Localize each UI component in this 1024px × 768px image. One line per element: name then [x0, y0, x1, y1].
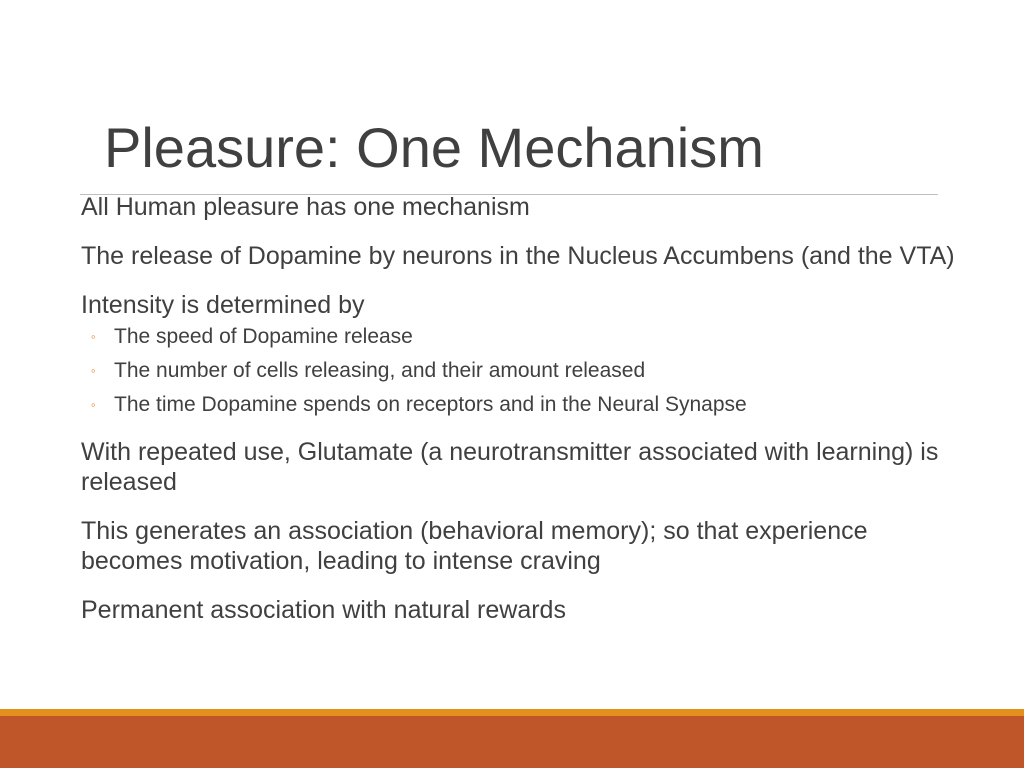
- paragraph-natural-rewards: Permanent association with natural rewards: [81, 596, 566, 624]
- circle-bullet-icon: ◦: [91, 363, 96, 378]
- paragraph-glutamate: With repeated use, Glutamate (a neurotransmitter associated with learning) is released: [81, 438, 939, 496]
- list-item: [81, 358, 961, 384]
- footer-bar: [0, 716, 1024, 768]
- intensity-factors-list: [81, 324, 961, 418]
- circle-bullet-icon: ◦: [91, 397, 96, 412]
- list-item: [81, 324, 961, 350]
- list-item-text: The time Dopamine spends on receptors and in the Neural Synapse: [114, 393, 747, 416]
- list-item-text: The speed of Dopamine release: [114, 325, 413, 348]
- slide-body: [81, 192, 961, 625]
- intensity-block: [81, 290, 961, 418]
- list-item-text: The number of cells releasing, and their amount released: [114, 359, 646, 382]
- circle-bullet-icon: ◦: [91, 329, 96, 344]
- paragraph-intensity: Intensity is determined by: [81, 291, 365, 319]
- paragraph-association: This generates an association (behavioral memory); so that experience becomes motivation, leading to intense craving: [81, 517, 868, 575]
- footer-accent-line: [0, 709, 1024, 716]
- paragraph-pleasure-mechanism: All Human pleasure has one mechanism: [81, 193, 530, 221]
- slide-title: Pleasure: One Mechanism: [104, 116, 764, 179]
- list-item: [81, 392, 961, 418]
- paragraph-dopamine-release: The release of Dopamine by neurons in the Nucleus Accumbens (and the VTA): [81, 242, 955, 270]
